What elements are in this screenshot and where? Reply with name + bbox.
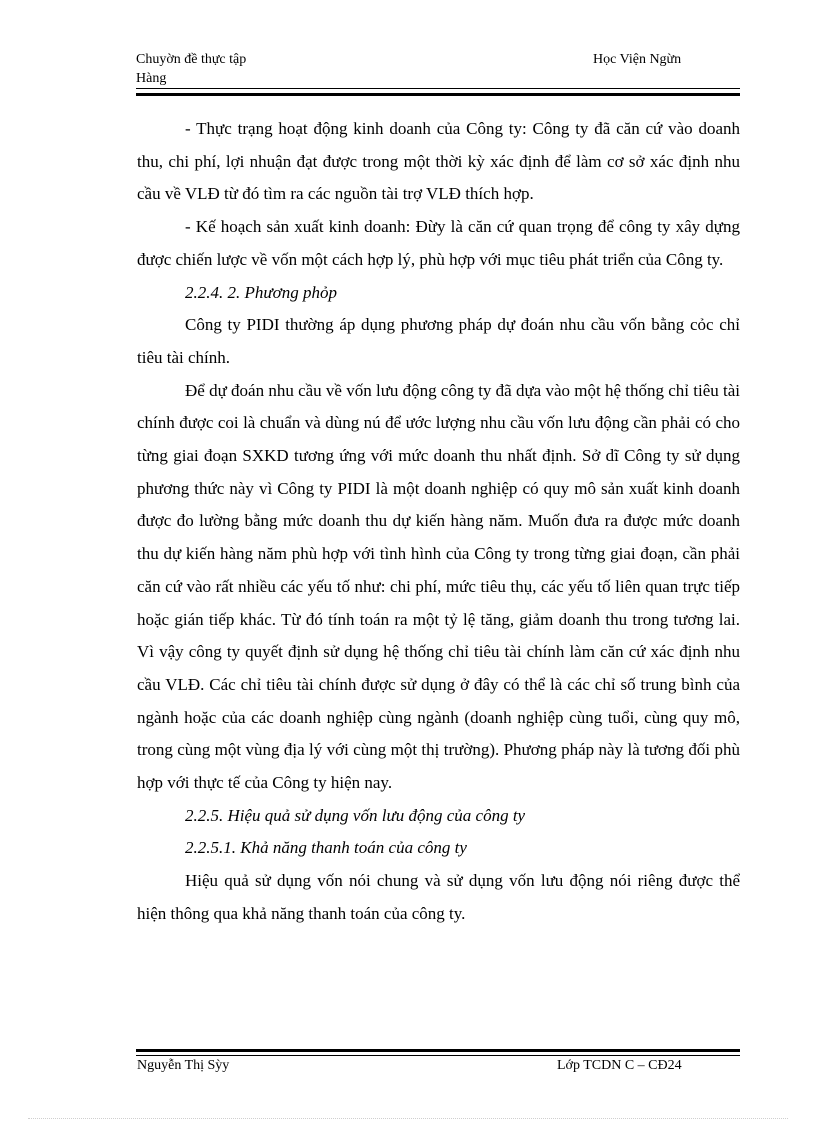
paragraph-method-detail: Để dự đoán nhu cầu về vốn lưu động công ty đã dựa vào một hệ thống chỉ tiêu tài chính được coi là chuẩn và dùng nú để ước lượng nhu cầu vốn lưu động cần phải có cho từng giai đoạn SXKD tương ứng với mức doanh thu nhất định. Sở dĩ Công ty sử dụng phương thức này vì Công ty PIDI là một doanh nghiệp có quy mô sản xuất kinh doanh được đo lường bằng mức doanh thu dự kiến hàng năm. Muốn đưa ra được mức doanh thu dự kiến hàng năm phù hợp với tình hình của Công ty trong từng giai đoạn, cần phải căn cứ vào rất nhiều các yếu tố như: chi phí, mức tiêu thụ, các yếu tố liên quan trực tiếp hoặc gián tiếp khác. Từ đó tính toán ra một tỷ lệ tăng, giảm doanh thu trong tương lai. Vì vậy công ty quyết định sử dụng hệ thống chỉ tiêu tài chính làm căn cứ xác định nhu cầu VLĐ. Các chỉ tiêu tài chính được sử dụng ở đây có thể là các chỉ số trung bình của ngành hoặc của các doanh nghiệp cùng ngành (doanh nghiệp cùng tuổi, cùng quy mô, trong cùng một vùng địa lý với cùng một thị trường). Phương pháp này là tương đối phù hợp với thực tế của Công ty hiện nay. [137, 380, 740, 793]
footer-author: Nguyễn Thị Sỳy [137, 1058, 230, 1073]
paragraph-business-status: - Thực trạng hoạt động kinh doanh của Công ty: Công ty đã căn cứ vào doanh thu, chi phí, lợi nhuận đạt được trong một thời kỳ xác định để làm cơ sở xác định nhu cầu về VLĐ từ đó tìm ra các nguồn tài trợ VLĐ thích hợp. [137, 119, 740, 204]
paragraph-business-plan: - Kế hoạch sản xuất kinh doanh: Đừy là căn cứ quan trọng để công ty xây dựng được chiến lược về vốn một cách hợp lý, phù hợp với mục tiêu phát triển của Công ty. [137, 217, 740, 269]
section-heading-efficiency: 2.2.5. Hiệu quả sử dụng vốn lưu động của công ty [185, 805, 526, 825]
header-title-line2: Hàng [136, 71, 167, 86]
header-title: Chuyờn đề thực tập [136, 52, 247, 67]
page-bottom-border [28, 1118, 788, 1119]
footer-class: Lớp TCDN C – CĐ24 [557, 1058, 682, 1073]
footer-rule [136, 1049, 740, 1056]
paragraph-liquidity: Hiệu quả sử dụng vốn nói chung và sử dụng vốn lưu động nói riêng được thể hiện thông qua khả năng thanh toán của công ty. [137, 871, 740, 923]
paragraph-method-intro: Công ty PIDI thường áp dụng phương pháp dự đoán nhu cầu vốn bằng cỏc chỉ tiêu tài chính. [137, 315, 740, 367]
header-rule [136, 88, 740, 96]
header-institution: Học Viện Ngừn [593, 52, 682, 67]
section-heading-method: 2.2.4. 2. Phương phỏp [185, 282, 337, 302]
document-body [137, 113, 740, 931]
header-left [136, 50, 296, 88]
section-heading-liquidity: 2.2.5.1. Khả năng thanh toán của công ty [185, 838, 467, 858]
